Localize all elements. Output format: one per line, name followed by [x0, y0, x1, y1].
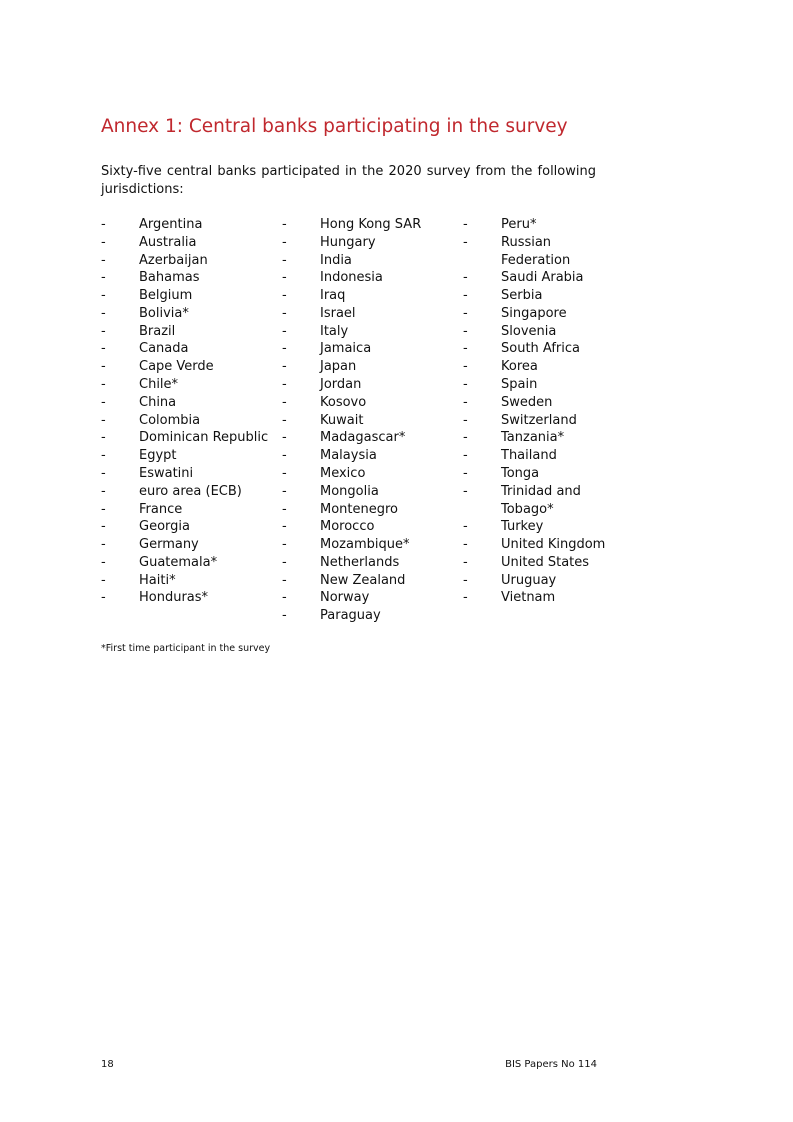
list-bullet: -	[463, 288, 468, 304]
list-bullet: -	[101, 430, 106, 446]
list-bullet: -	[282, 590, 287, 606]
list-item	[463, 572, 613, 590]
list-item	[101, 518, 271, 536]
list-item-label: Madagascar*	[320, 430, 406, 446]
list-bullet: -	[101, 234, 106, 250]
list-item	[101, 323, 271, 341]
list-bullet: -	[282, 483, 287, 499]
list-item	[463, 358, 613, 376]
list-item	[282, 234, 452, 252]
list-bullet: -	[101, 519, 106, 535]
list-item	[101, 589, 271, 607]
list-item-label: Brazil	[139, 323, 176, 339]
list-item-label: Canada	[139, 341, 189, 357]
list-bullet: -	[463, 519, 468, 535]
intro-paragraph: Sixty-five central banks participated in the 2020 survey from the following jurisdictions:	[101, 164, 596, 197]
list-item-label: Japan	[320, 359, 357, 375]
list-bullet: -	[101, 252, 106, 268]
list-item	[463, 554, 613, 572]
list-item-label: Paraguay	[320, 608, 381, 624]
list-item	[463, 216, 613, 234]
list-bullet: -	[463, 394, 468, 410]
list-item-label: Peru*	[501, 217, 537, 232]
list-item	[463, 323, 613, 341]
list-bullet: -	[463, 537, 468, 553]
list-item-label: Switzerland	[501, 412, 577, 428]
list-bullet: -	[101, 323, 106, 339]
list-item-label: New Zealand	[320, 572, 406, 588]
list-item-label: Indonesia	[320, 270, 383, 286]
list-item	[282, 216, 452, 234]
list-item-label: Uruguay	[501, 572, 557, 588]
list-item-label: Singapore	[501, 305, 567, 321]
list-bullet: -	[282, 430, 287, 446]
list-item-label: Israel	[320, 305, 356, 321]
list-item	[463, 287, 613, 305]
list-item-label: Hong Kong SAR	[320, 217, 422, 232]
list-bullet: -	[101, 412, 106, 428]
list-item-label: Eswatini	[139, 465, 194, 481]
list-bullet: -	[282, 217, 287, 232]
list-item-label: Kosovo	[320, 394, 367, 410]
list-item	[282, 483, 452, 501]
list-item	[282, 447, 452, 465]
list-item-label: United States	[501, 554, 590, 570]
list-bullet: -	[463, 341, 468, 357]
list-item-label: Netherlands	[320, 554, 400, 570]
list-item	[101, 216, 271, 234]
list-item	[282, 518, 452, 536]
list-bullet: -	[101, 394, 106, 410]
list-bullet: -	[282, 288, 287, 304]
list-item-label: Italy	[320, 323, 349, 339]
list-bullet: -	[463, 465, 468, 481]
list-bullet: -	[101, 448, 106, 464]
list-item	[282, 323, 452, 341]
list-bullet: -	[463, 448, 468, 464]
list-bullet: -	[282, 465, 287, 481]
list-item-label: Chile*	[139, 377, 179, 393]
list-item-label: Vietnam	[501, 590, 556, 606]
list-item	[101, 572, 271, 590]
list-item-label: Tanzania*	[501, 430, 565, 446]
list-item	[101, 340, 271, 358]
list-item-label: China	[139, 394, 177, 410]
list-item-label: Iraq	[320, 288, 346, 304]
list-bullet: -	[282, 501, 287, 517]
list-bullet: -	[463, 217, 468, 232]
list-bullet: -	[282, 270, 287, 286]
list-bullet: -	[101, 572, 106, 588]
list-item	[463, 340, 613, 358]
footnote: *First time participant in the survey	[101, 643, 271, 654]
list-item-label: Norway	[320, 590, 370, 606]
list-bullet: -	[282, 377, 287, 393]
list-bullet: -	[282, 608, 287, 624]
list-item-label: Slovenia	[501, 323, 557, 339]
list-bullet: -	[101, 217, 106, 232]
list-bullet: -	[463, 305, 468, 321]
list-item	[101, 252, 271, 270]
list-bullet: -	[463, 572, 468, 588]
list-bullet: -	[463, 483, 468, 499]
list-bullet: -	[101, 305, 106, 321]
list-item	[101, 394, 271, 412]
list-item	[282, 252, 452, 270]
list-item-label: Egypt	[139, 448, 177, 464]
list-bullet: -	[101, 465, 106, 481]
list-item	[463, 376, 613, 394]
list-item-label: Azerbaijan	[139, 252, 208, 268]
list-bullet: -	[463, 270, 468, 286]
list-bullet: -	[282, 305, 287, 321]
series-label: BIS Papers No 114	[505, 1059, 597, 1070]
list-bullet: -	[282, 554, 287, 570]
list-item	[463, 518, 613, 536]
list-bullet: -	[282, 252, 287, 268]
list-item	[282, 429, 452, 447]
list-item	[101, 536, 271, 554]
list-bullet: -	[463, 412, 468, 428]
list-bullet: -	[463, 554, 468, 570]
list-item-label: Bahamas	[139, 270, 200, 286]
list-bullet: -	[463, 377, 468, 393]
list-item	[101, 269, 271, 287]
list-bullet: -	[463, 359, 468, 375]
jurisdiction-list-column-2	[282, 216, 452, 625]
list-item-label: Bolivia*	[139, 305, 189, 321]
list-item	[101, 287, 271, 305]
list-bullet: -	[101, 288, 106, 304]
list-item	[282, 358, 452, 376]
list-item-label: Dominican Republic	[139, 430, 269, 446]
list-item-label: Jordan	[320, 377, 362, 393]
list-item-label: Trinidad and Tobago*	[501, 483, 581, 517]
page-title: Annex 1: Central banks participating in the survey	[101, 116, 568, 137]
list-item	[282, 394, 452, 412]
list-item	[463, 234, 613, 270]
list-item	[463, 394, 613, 412]
list-item	[463, 483, 613, 519]
list-item-label: euro area (ECB)	[139, 483, 242, 499]
list-bullet: -	[101, 483, 106, 499]
list-item	[463, 429, 613, 447]
list-item-label: Montenegro	[320, 501, 399, 517]
list-bullet: -	[101, 501, 106, 517]
list-bullet: -	[282, 572, 287, 588]
list-item	[282, 305, 452, 323]
list-item	[282, 536, 452, 554]
list-bullet: -	[282, 412, 287, 428]
list-item	[282, 572, 452, 590]
page-number: 18	[101, 1059, 114, 1070]
list-item-label: Saudi Arabia	[501, 270, 584, 286]
list-bullet: -	[101, 590, 106, 606]
list-item	[101, 447, 271, 465]
list-item	[463, 305, 613, 323]
list-item-label: Sweden	[501, 394, 553, 410]
list-item-label: Georgia	[139, 519, 190, 535]
list-item	[101, 554, 271, 572]
list-item	[101, 429, 271, 447]
list-item-label: South Africa	[501, 341, 580, 357]
jurisdiction-list-column-3	[463, 216, 613, 607]
list-item-label: Kuwait	[320, 412, 364, 428]
list-item-label: Malaysia	[320, 448, 377, 464]
list-item	[463, 536, 613, 554]
list-item	[101, 358, 271, 376]
list-bullet: -	[282, 519, 287, 535]
list-bullet: -	[463, 323, 468, 339]
jurisdiction-list-column-1	[101, 216, 271, 607]
list-item-label: Serbia	[501, 288, 543, 304]
list-item-label: Mozambique*	[320, 537, 410, 553]
list-item	[101, 376, 271, 394]
list-bullet: -	[282, 359, 287, 375]
list-item-label: Guatemala*	[139, 554, 218, 570]
list-item-label: Tonga	[501, 465, 540, 481]
list-item-label: Hungary	[320, 234, 376, 250]
list-item-label: Turkey	[501, 519, 544, 535]
list-item-label: Honduras*	[139, 590, 209, 606]
list-item	[463, 412, 613, 430]
list-item	[463, 447, 613, 465]
list-bullet: -	[101, 377, 106, 393]
list-item	[282, 287, 452, 305]
list-item-label: Argentina	[139, 217, 203, 232]
list-bullet: -	[463, 234, 468, 250]
list-item	[282, 269, 452, 287]
list-item-label: Colombia	[139, 412, 201, 428]
list-item	[282, 376, 452, 394]
list-item-label: Mongolia	[320, 483, 379, 499]
list-item	[101, 305, 271, 323]
list-item-label: Belgium	[139, 288, 193, 304]
list-bullet: -	[282, 341, 287, 357]
list-item-label: United Kingdom	[501, 537, 606, 553]
list-item-label: France	[139, 501, 183, 517]
list-bullet: -	[101, 537, 106, 553]
list-item-label: Thailand	[501, 448, 557, 464]
list-item	[282, 412, 452, 430]
list-item	[282, 607, 452, 625]
list-item-label: India	[320, 252, 352, 268]
list-item	[282, 465, 452, 483]
list-item-label: Cape Verde	[139, 359, 214, 375]
list-bullet: -	[101, 341, 106, 357]
list-item	[282, 340, 452, 358]
list-item-label: Russian Federation	[501, 234, 571, 268]
list-item	[463, 589, 613, 607]
list-bullet: -	[463, 590, 468, 606]
list-bullet: -	[282, 234, 287, 250]
list-item-label: Australia	[139, 234, 197, 250]
list-bullet: -	[282, 323, 287, 339]
list-item	[463, 465, 613, 483]
list-item	[101, 234, 271, 252]
list-item	[282, 589, 452, 607]
list-item-label: Spain	[501, 377, 538, 393]
list-bullet: -	[101, 554, 106, 570]
list-bullet: -	[282, 537, 287, 553]
list-bullet: -	[463, 430, 468, 446]
list-item	[101, 465, 271, 483]
list-item	[101, 412, 271, 430]
list-item-label: Mexico	[320, 465, 366, 481]
list-item-label: Germany	[139, 537, 199, 553]
list-item-label: Haiti*	[139, 572, 176, 588]
list-item	[101, 483, 271, 501]
list-item	[463, 269, 613, 287]
list-item-label: Jamaica	[320, 341, 372, 357]
list-item-label: Korea	[501, 359, 538, 375]
list-item	[282, 554, 452, 572]
list-bullet: -	[282, 394, 287, 410]
list-item-label: Morocco	[320, 519, 375, 535]
list-bullet: -	[282, 448, 287, 464]
list-bullet: -	[101, 270, 106, 286]
list-bullet: -	[101, 359, 106, 375]
list-item	[282, 501, 452, 519]
list-item	[101, 501, 271, 519]
